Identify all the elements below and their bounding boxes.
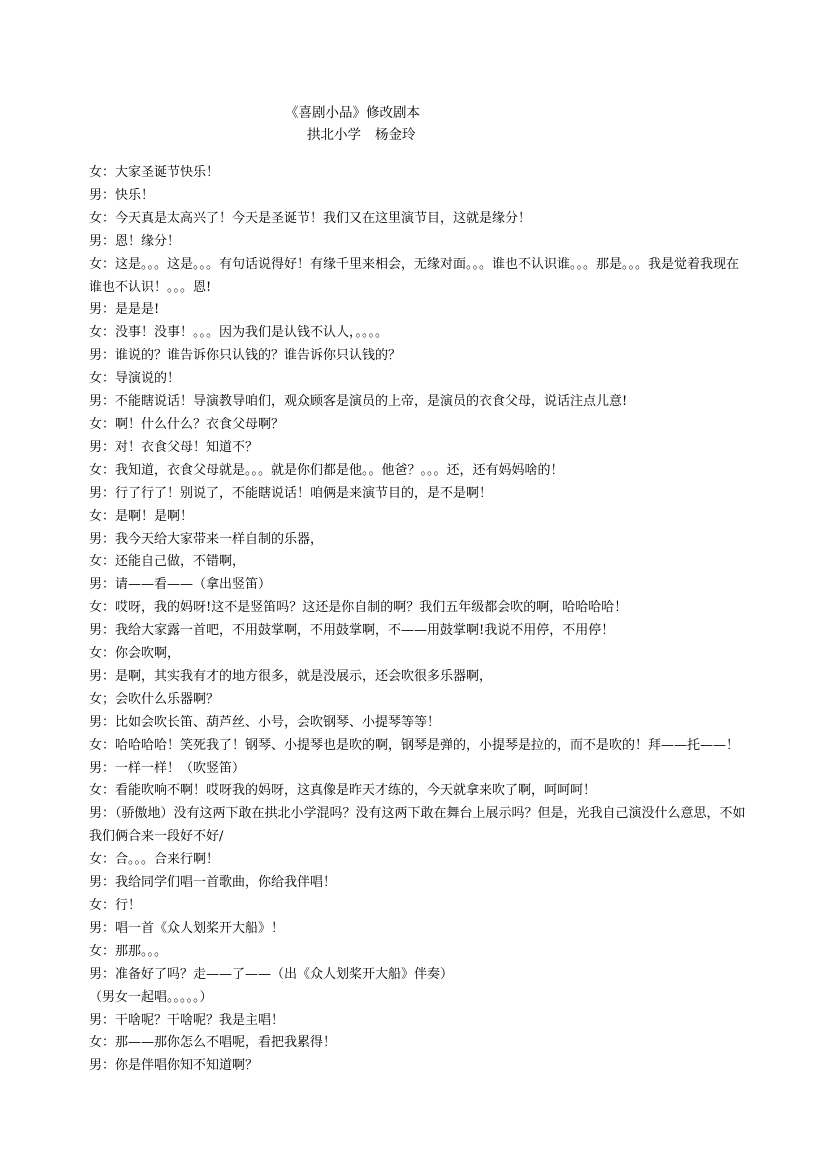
dialogue-line: 男：比如会吹长笛、葫芦丝、小号，会吹钢琴、小提琴等等！ <box>89 714 441 730</box>
author-name: 杨金玲 <box>375 127 416 143</box>
dialogue-line: 男：我给大家露一首吧，不用鼓掌啊，不用鼓掌啊，不——用鼓掌啊!我说不用停，不用停！ <box>89 623 615 639</box>
dialogue-line: 女：这是。。。这是。。。有句话说得好！有缘千里来相会，无缘对面。。。谁也不认识谁。。。那是。。。我是觉着我现在谁也不认识！。。。恩! <box>89 256 740 295</box>
dialogue-line: 男：我给同学们唱一首歌曲，你给我伴唱！ <box>89 875 337 891</box>
dialogue-line: 男：对！衣食父母！知道不？ <box>89 439 259 455</box>
dialogue-line: 男：不能瞎说话！导演教导咱们，观众顾客是演员的上帝，是演员的衣食父母，说话注点儿意! <box>89 394 628 410</box>
dialogue-line: 女：是啊！是啊！ <box>89 508 194 524</box>
dialogue-line: 女：没事！没事！。。。因为我们是认钱不认人，。。。。 <box>89 325 389 341</box>
dialogue-line: 男：是是是! <box>89 302 160 318</box>
dialogue-line: 女：看能吹响不啊！哎呀我的妈呀，这真像是昨天才练的，今天就拿来吹了啊，呵呵呵！ <box>89 783 597 799</box>
dialogue-line: 女：行！ <box>89 898 142 913</box>
dialogue-line: 男：是啊，其实我有才的地方很多，就是没展示，还会吹很多乐器啊， <box>89 668 493 684</box>
dialogue-line: 女：大家圣诞节快乐！ <box>89 165 220 180</box>
dialogue-line: 女：你会吹啊， <box>89 646 181 662</box>
dialogue-line: 女：那那。。。 <box>89 943 168 959</box>
dialogue-line: （男女一起唱。。。。。） <box>89 989 213 1005</box>
dialogue-line: 女；会吹什么乐器啊？ <box>89 691 220 707</box>
dialogue-line: 男：我今天给大家带来一样自制的乐器， <box>89 531 324 547</box>
dialogue-line: 男：（骄傲地）没有这两下敢在拱北小学混吗？没有这两下敢在舞台上展示吗？但是，光我自己演没什么意思，不如我们俩合来一段好不好/ <box>89 806 746 845</box>
dialogue-line: 女：啊！什么什么？衣食父母啊？ <box>89 416 285 432</box>
dialogue-line: 女：合。。。合来行啊！ <box>89 852 220 868</box>
dialogue-line: 男：恩！缘分！ <box>89 233 181 249</box>
dialogue-line: 男：准备好了吗？走——了——（出《众人划桨开大船》伴奏） <box>89 966 454 982</box>
dialogue-line: 男：谁说的？谁告诉你只认钱的？谁告诉你只认钱的？ <box>89 348 402 364</box>
document-title: 《喜剧小品》修改剧本 <box>285 105 420 121</box>
dialogue-line: 女：哈哈哈哈！笑死我了！钢琴、小提琴也是吹的啊，钢琴是弹的，小提琴是拉的，而不是吹的！拜——托——！ <box>89 737 740 753</box>
author-line <box>307 124 416 146</box>
dialogue-line: 女：还能自己做，不错啊， <box>89 554 246 570</box>
dialogue-line: 男：行了行了！别说了，不能瞎说话！咱俩是来演节目的，是不是啊！ <box>89 485 493 501</box>
dialogue-line: 男：唱一首《众人划桨开大船》！ <box>89 920 285 936</box>
dialogue-line: 女：今天真是太高兴了！今天是圣诞节！我们又在这里演节目，这就是缘分！ <box>89 210 532 226</box>
dialogue-line: 女：哎呀，我的妈呀!这不是竖笛吗？这还是你自制的啊？我们五年级都会吹的啊，哈哈哈哈！ <box>89 600 628 616</box>
dialogue-line: 男：干啥呢？干啥呢？我是主唱！ <box>89 1012 285 1028</box>
dialogue-line: 男：快乐！ <box>89 187 155 203</box>
dialogue-line: 男：一样一样！（吹竖笛） <box>89 760 246 776</box>
school-name: 拱北小学 <box>307 127 361 143</box>
script-body <box>89 162 749 1078</box>
dialogue-line: 男：请——看——（拿出竖笛） <box>89 577 272 593</box>
dialogue-line: 女：那——那你怎么不唱呢，看把我累得！ <box>89 1035 337 1051</box>
dialogue-line: 男：你是伴唱你知不知道啊？ <box>89 1058 259 1074</box>
dialogue-line: 女：我知道，衣食父母就是。。。就是你们都是他。。他爸？。。。还，还有妈妈啥的！ <box>89 462 564 478</box>
dialogue-line: 女：导演说的！ <box>89 371 181 387</box>
